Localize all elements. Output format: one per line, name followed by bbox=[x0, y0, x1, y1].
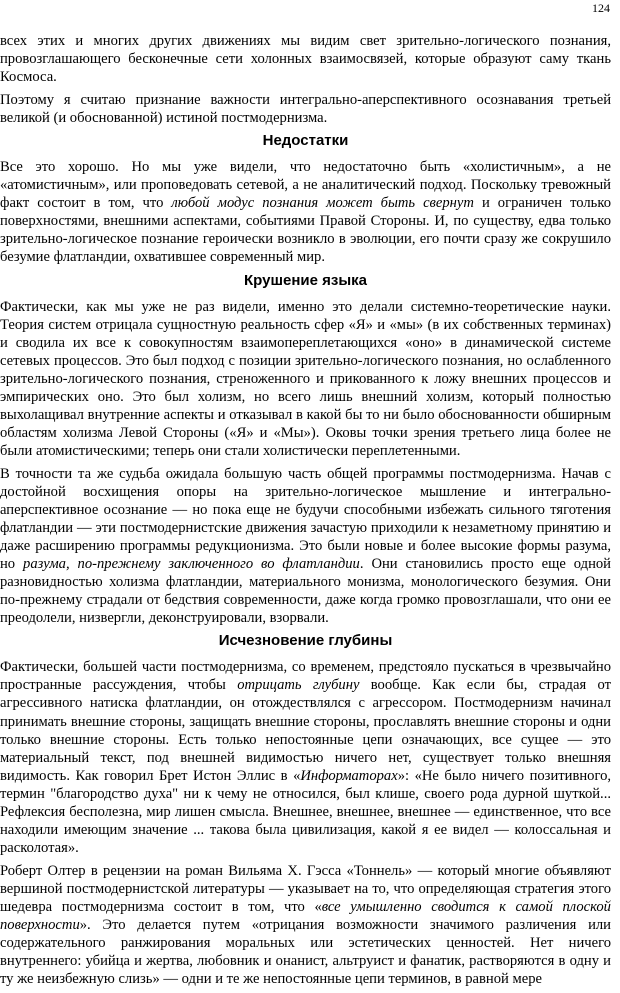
text-run: . Они становились просто еще одной разновидностью холизма флатландии, материального монизма, монологического безумия. Они по-прежнему страдали от бедствия современности, даже когда громко провозглашали, что они ее преодолели, низвергли, деконструировали, взорвали. bbox=[0, 556, 611, 627]
page-number: 124 bbox=[592, 1, 610, 15]
text-run: Фактически, как мы уже не раз видели, именно это делали системно-теоретические науки. Теория систем отрицала сущностную реальность сфер «Я» и «мы» (в их собственных терминах) и сводила их все к совокупностям взаимопереплетающихся «оно» в динамической системе сетевых процессов. Это был подход с позиции зрительно-логического познания, но ослабленного зрительно-логического познания, стреноженного и прикованного к ложу внешних процессов и эмпирических оно. Это был холизм, но всего лишь внешний холизм, который полностью выхолащивал внутренние аспекты и отказывал в какой бы то ни было обоснованности обширным областям холизма Левой Стороны («Я» и «Мы»). Оковы точки зрения третьего лица более не были атомистическими; теперь они стали холистически переплетенными. bbox=[0, 298, 611, 459]
text-run: Роберт Олтер в рецензии на роман Вильяма Х. Гэсса «Тоннель» — который многие объявляют вершиной постмодернистской литературы — указывает на то, что определяющая стратегия этого шедевра постмодернизма состоит в том, что « bbox=[0, 862, 611, 915]
paragraph bbox=[0, 465, 611, 627]
paragraph bbox=[0, 658, 611, 857]
paragraph bbox=[0, 298, 611, 460]
paragraph bbox=[0, 158, 611, 266]
paragraph bbox=[0, 862, 611, 988]
text-run: »: «Не было ничего позитивного, термин "благородство духа" ни к чему не относился, был клише, своего рода дурной шуткой... Рефлексия бесполезна, мир лишен смысла. Внешнее, внешнее, внешнее — единственное, что все находили имеющим значение ... такова была цивилизация, какой я ее видел — колоссальная и расколотая». bbox=[0, 767, 612, 856]
text-run: В точности та же судьба ожидала большую часть общей программы постмодернизма. Начав с достойной восхищения опоры на зрительно-логическое мышление и интегрально-аперспективное осознание — но пока еще не будучи способными избежать сильного тяготения флатландии — эти постмодернистские движения зачастую приходили к незаметному принятию и даже расширению программы редукционизма. Это были новые и более высокие формы разума, но bbox=[0, 465, 611, 573]
section-heading: Недостатки bbox=[262, 132, 349, 150]
text-run: вообще. Как если бы, страдая от агрессивного натиска флатландии, он отождествлялся с агрессором. Постмодернизм начинал принимать внешние стороны, защищать внешние стороны, прославлять внешние стороны и одни только внешние стороны. Есть только непостоянные цепи означающих, все сущее — это материальный текст, под внешней видимостью ничего нет, существует только внешняя видимость. Как говорил Брет Истон Эллис в « bbox=[0, 677, 611, 784]
paragraph bbox=[0, 32, 611, 86]
italic-text: все умышленно сводится к самой плоской поверхности bbox=[0, 898, 611, 934]
page-content bbox=[0, 32, 611, 993]
text-run: ». Это делается путем «отрицания возможности значимого различения или содержательного ранжирования моральных или эстетических ценностей. Нет ничего внутреннего: убийца и жертва, любовник и онанист, альтруист и фанатик, растворяются в одну и ту же неизбежную слизь» — одни и те же непостоянные цепи терминов, в равной мере bbox=[0, 917, 611, 988]
text-run: Фактически, большей части постмодернизма, со временем, предстояло пускаться в чрезвычайно пространные рассуждения, чтобы bbox=[0, 659, 611, 694]
italic-text: любой модус познания может быть свернут bbox=[171, 195, 474, 212]
italic-text: Информаторах bbox=[300, 767, 398, 784]
text-run: и ограничен только поверхностями, внешними аспектами, событиями Правой Стороны. И, по существу, едва только зрительно-логическое познание героически возникло в эволюции, его почти сразу же сокрушило безумие флатландии, охватившее современный мир. bbox=[0, 195, 611, 266]
paragraph bbox=[0, 91, 611, 127]
section-heading: Крушение языка bbox=[244, 271, 367, 289]
italic-text: разума, по-прежнему заключенного во флатландии bbox=[23, 556, 360, 573]
text-run: Все это хорошо. Но мы уже видели, что недостаточно быть «холистичным», а не «атомистичным», или проповедовать сетевой, а не аналитический подход. Поскольку тревожный факт состоит в том, что bbox=[0, 159, 611, 212]
section-heading: Исчезновение глубины bbox=[218, 632, 393, 650]
text-run: Поэтому я считаю признание важности интегрально-аперспективного осознавания третьей великой (и обоснованной) истиной постмодернизма. bbox=[0, 92, 611, 127]
text-run: всех этих и многих других движениях мы видим свет зрительно-логического познания, провозглашающего бесконечные сети холонных взаимосвязей, которые образуют саму ткань Космоса. bbox=[0, 33, 611, 86]
italic-text: отрицать глубину bbox=[237, 677, 360, 694]
